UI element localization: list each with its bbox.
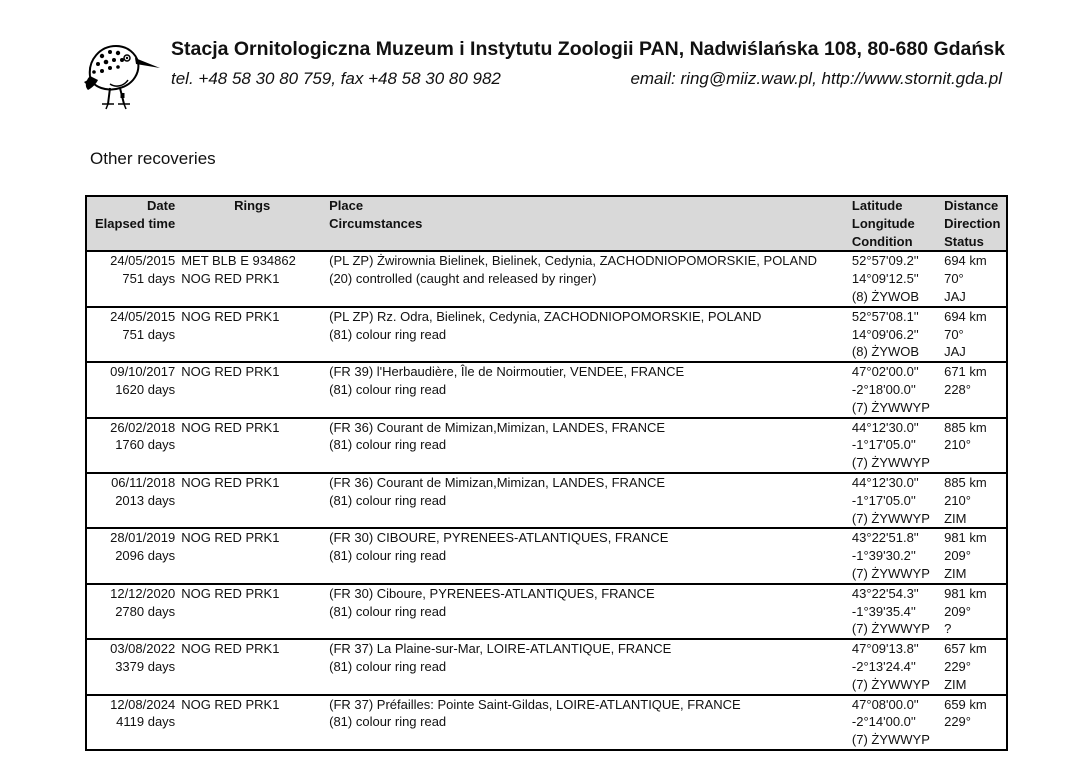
longitude-value: -2°14'00.0'' (851, 714, 916, 730)
table-row (86, 362, 1007, 417)
latitude-value: 43°22'51.8'' (851, 530, 919, 546)
distance-value: 885 km (944, 474, 987, 490)
place-cell (326, 528, 849, 583)
table-row (86, 528, 1007, 583)
header-rings-cell (178, 196, 326, 251)
distance-cell (941, 695, 1007, 750)
coords-cell (849, 639, 941, 694)
direction-value: 209° (944, 603, 971, 619)
rings-cell (178, 362, 326, 417)
coords-cell (849, 418, 941, 473)
contact-phone-fax: tel. +48 58 30 80 759, fax +48 58 30 80 982 (171, 69, 501, 88)
table-row (86, 473, 1007, 528)
date-cell (86, 307, 178, 362)
distance-value: 981 km (944, 585, 987, 601)
circumstances-text: (81) colour ring read (329, 326, 447, 342)
status-value: ZIM (944, 565, 967, 581)
header-date: Date (147, 198, 176, 213)
recovery-date: 12/12/2020 (110, 585, 176, 601)
status-value (944, 454, 1003, 472)
distance-cell (941, 584, 1007, 639)
elapsed-time: 2780 days (115, 603, 176, 619)
header-date-cell (86, 196, 178, 251)
condition-value: (7) ŻYWWYP (851, 455, 930, 471)
circumstances-text: (81) colour ring read (329, 548, 447, 564)
table-header-row (86, 196, 1007, 251)
direction-value: 70° (944, 271, 964, 287)
distance-cell (941, 528, 1007, 583)
condition-value: (8) ŻYWOB (851, 288, 920, 304)
rings-cell (178, 695, 326, 750)
latitude-value: 47°08'00.0'' (851, 696, 919, 712)
coords-cell (849, 528, 941, 583)
place-text: (FR 36) Courant de Mimizan,Mimizan, LANDES, FRANCE (329, 474, 666, 490)
condition-value: (7) ŻYWWYP (851, 399, 930, 415)
date-cell (86, 639, 178, 694)
circumstances-text: (81) colour ring read (329, 437, 447, 453)
direction-value: 229° (944, 714, 971, 730)
ring-secondary (181, 713, 323, 731)
table-row (86, 307, 1007, 362)
rings-cell (178, 584, 326, 639)
recovery-date: 03/08/2022 (110, 641, 176, 657)
header-place-cell (326, 196, 849, 251)
recovery-date: 24/05/2015 (110, 308, 176, 324)
place-cell (326, 584, 849, 639)
recoveries-table (85, 195, 1008, 751)
recovery-date: 26/02/2018 (110, 419, 176, 435)
elapsed-time: 1620 days (115, 381, 176, 397)
ring-primary: NOG RED PRK1 (181, 585, 280, 601)
direction-value: 229° (944, 658, 971, 674)
ring-primary: NOG RED PRK1 (181, 364, 280, 380)
circumstances-text: (81) colour ring read (329, 381, 447, 397)
direction-value: 209° (944, 548, 971, 564)
circumstances-text: (81) colour ring read (329, 603, 447, 619)
header-circumstances: Circumstances (329, 215, 423, 231)
ring-primary: MET BLB E 934862 (181, 253, 296, 269)
coords-cell (849, 584, 941, 639)
header-elapsed: Elapsed time (94, 215, 176, 231)
distance-cell (941, 307, 1007, 362)
ring-secondary (181, 326, 323, 344)
status-value: ? (944, 621, 952, 637)
ring-secondary (181, 658, 323, 676)
ring-secondary: NOG RED PRK1 (181, 271, 280, 287)
coords-cell (849, 695, 941, 750)
recovery-date: 28/01/2019 (110, 530, 176, 546)
direction-value: 70° (944, 326, 964, 342)
coords-cell (849, 307, 941, 362)
section-title: Other recoveries (90, 149, 216, 168)
place-cell (326, 639, 849, 694)
place-cell (326, 251, 849, 306)
contact-email-web: email: ring@miiz.waw.pl, http://www.stornit.gda.pl (630, 69, 1002, 88)
direction-value: 210° (944, 492, 971, 508)
longitude-value: -2°18'00.0'' (851, 381, 916, 397)
rings-cell (178, 251, 326, 306)
date-cell (86, 362, 178, 417)
date-cell (86, 418, 178, 473)
latitude-value: 43°22'54.3'' (851, 585, 919, 601)
place-text: (FR 37) Préfailles: Pointe Saint-Gildas, LOIRE-ATLANTIQUE, FRANCE (329, 696, 741, 712)
longitude-value: 14°09'12.5'' (851, 271, 919, 287)
distance-value: 694 km (944, 253, 987, 269)
rings-cell (178, 418, 326, 473)
recovery-date: 06/11/2018 (111, 474, 176, 490)
condition-value: (7) ŻYWWYP (851, 621, 930, 637)
condition-value: (7) ŻYWWYP (851, 676, 930, 692)
status-value: JAJ (944, 344, 966, 360)
ring-primary: NOG RED PRK1 (181, 474, 280, 490)
ring-secondary (181, 547, 323, 565)
ring-secondary (181, 492, 323, 510)
elapsed-time: 2013 days (115, 492, 176, 508)
header-direction: Direction (944, 215, 1001, 231)
elapsed-time: 3379 days (115, 658, 176, 674)
table-row (86, 584, 1007, 639)
status-value: ZIM (944, 676, 967, 692)
status-value (944, 399, 1003, 417)
distance-value: 659 km (944, 696, 987, 712)
ring-primary: NOG RED PRK1 (181, 419, 280, 435)
rings-cell (178, 473, 326, 528)
distance-value: 981 km (944, 530, 987, 546)
place-cell (326, 473, 849, 528)
ring-primary: NOG RED PRK1 (181, 530, 280, 546)
latitude-value: 47°02'00.0'' (851, 364, 919, 380)
header-place: Place (329, 198, 364, 213)
circumstances-text: (81) colour ring read (329, 658, 447, 674)
ring-secondary (181, 603, 323, 621)
longitude-value: -1°17'05.0'' (851, 492, 916, 508)
distance-cell (941, 362, 1007, 417)
table-row (86, 251, 1007, 306)
table-row (86, 639, 1007, 694)
recovery-date: 09/10/2017 (110, 364, 176, 380)
distance-value: 885 km (944, 419, 987, 435)
ring-primary: NOG RED PRK1 (181, 308, 280, 324)
circumstances-text: (81) colour ring read (329, 492, 447, 508)
table-row (86, 695, 1007, 750)
header-longitude: Longitude (851, 215, 915, 231)
place-cell (326, 307, 849, 362)
date-cell (86, 251, 178, 306)
place-cell (326, 695, 849, 750)
elapsed-time: 2096 days (115, 548, 176, 564)
longitude-value: 14°09'06.2'' (851, 326, 919, 342)
distance-cell (941, 251, 1007, 306)
distance-cell (941, 639, 1007, 694)
ring-primary: NOG RED PRK1 (181, 641, 280, 657)
place-text: (FR 36) Courant de Mimizan,Mimizan, LANDES, FRANCE (329, 419, 666, 435)
place-text: (PL ZP) Rz. Odra, Bielinek, Cedynia, ZACHODNIOPOMORSKIE, POLAND (329, 308, 762, 324)
condition-value: (7) ŻYWWYP (851, 732, 930, 748)
circumstances-text: (81) colour ring read (329, 714, 447, 730)
place-text: (FR 30) Ciboure, PYRENEES-ATLANTIQUES, FRANCE (329, 585, 655, 601)
coords-cell (849, 251, 941, 306)
ring-secondary (181, 436, 323, 454)
elapsed-time: 1760 days (115, 437, 176, 453)
direction-value: 210° (944, 437, 971, 453)
latitude-value: 52°57'09.2'' (851, 253, 919, 269)
elapsed-time: 751 days (122, 271, 176, 287)
elapsed-time: 751 days (122, 326, 176, 342)
longitude-value: -1°39'30.2'' (851, 548, 916, 564)
place-text: (PL ZP) Żwirownia Bielinek, Bielinek, Cedynia, ZACHODNIOPOMORSKIE, POLAND (329, 253, 817, 269)
distance-value: 671 km (944, 364, 987, 380)
date-cell (86, 695, 178, 750)
bird-logo-icon (80, 38, 162, 110)
place-cell (326, 362, 849, 417)
header-status: Status (944, 233, 984, 249)
rings-cell (178, 639, 326, 694)
place-text: (FR 39) l'Herbaudière, Île de Noirmoutier, VENDEE, FRANCE (329, 364, 685, 380)
direction-value: 228° (944, 381, 971, 397)
institution-title: Stacja Ornitologiczna Muzeum i Instytutu Zoologii PAN, Nadwiślańska 108, 80-680 Gdańsk (171, 38, 1005, 60)
condition-value: (7) ŻYWWYP (851, 510, 930, 526)
condition-value: (7) ŻYWWYP (851, 565, 930, 581)
longitude-value: -1°39'35.4'' (851, 603, 916, 619)
distance-cell (941, 418, 1007, 473)
rings-cell (178, 528, 326, 583)
date-cell (86, 528, 178, 583)
distance-value: 657 km (944, 641, 987, 657)
status-value (944, 731, 1003, 749)
header-distance-cell (941, 196, 1007, 251)
distance-cell (941, 473, 1007, 528)
header-rings: Rings (234, 198, 271, 213)
recovery-date: 24/05/2015 (110, 253, 176, 269)
place-text: (FR 37) La Plaine-sur-Mar, LOIRE-ATLANTIQUE, FRANCE (329, 641, 672, 657)
date-cell (86, 473, 178, 528)
longitude-value: -1°17'05.0'' (851, 437, 916, 453)
latitude-value: 52°57'08.1'' (851, 308, 919, 324)
distance-value: 694 km (944, 308, 987, 324)
place-text: (FR 30) CIBOURE, PYRENEES-ATLANTIQUES, FRANCE (329, 530, 669, 546)
ring-secondary (181, 381, 323, 399)
condition-value: (8) ŻYWOB (851, 344, 920, 360)
circumstances-text: (20) controlled (caught and released by ringer) (329, 271, 597, 287)
status-value: ZIM (944, 510, 967, 526)
status-value: JAJ (944, 288, 966, 304)
latitude-value: 47°09'13.8'' (851, 641, 919, 657)
ring-primary: NOG RED PRK1 (181, 696, 280, 712)
place-cell (326, 418, 849, 473)
latitude-value: 44°12'30.0'' (851, 474, 919, 490)
longitude-value: -2°13'24.4'' (851, 658, 916, 674)
coords-cell (849, 473, 941, 528)
header-coords-cell (849, 196, 941, 251)
elapsed-time: 4119 days (116, 714, 176, 730)
date-cell (86, 584, 178, 639)
recovery-date: 12/08/2024 (110, 696, 176, 712)
header-latitude: Latitude (851, 198, 903, 213)
rings-cell (178, 307, 326, 362)
header-distance: Distance (944, 198, 999, 213)
coords-cell (849, 362, 941, 417)
header-condition: Condition (851, 233, 913, 249)
latitude-value: 44°12'30.0'' (851, 419, 919, 435)
table-row (86, 418, 1007, 473)
